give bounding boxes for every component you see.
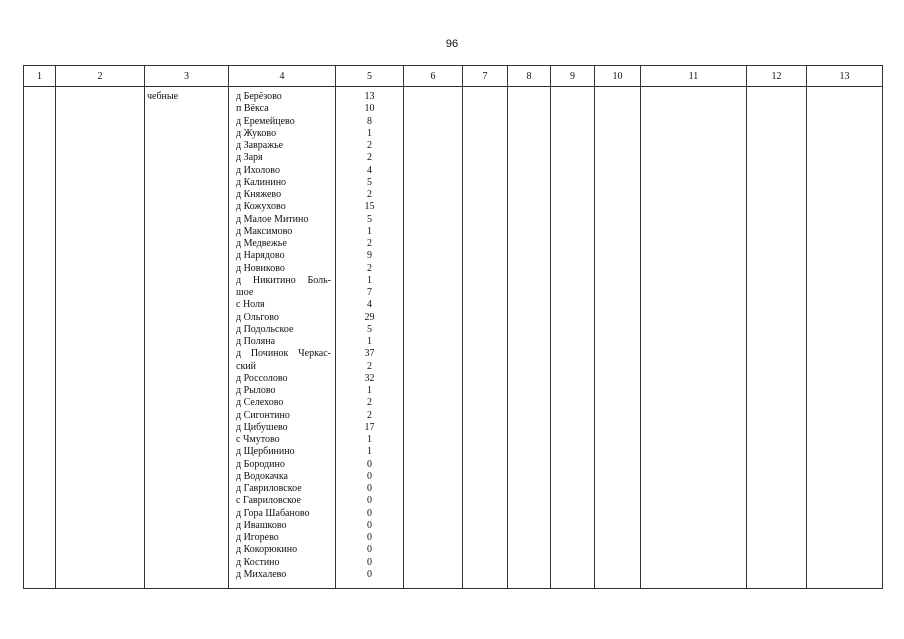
settlement-value: 2	[367, 189, 372, 200]
header-col-7: 7	[463, 66, 508, 87]
cell-col-8	[508, 87, 551, 589]
settlement-name: д Княжево	[236, 189, 282, 200]
cell-col-11	[641, 87, 747, 589]
settlement-value: 0	[367, 483, 372, 494]
cell-col-13	[807, 87, 883, 589]
settlement-value: 1	[367, 225, 372, 237]
cell-col-9	[551, 87, 595, 589]
settlement-value: 1	[367, 336, 372, 347]
settlement-name: д Кокорюкино	[236, 544, 298, 556]
settlement-value: 0	[367, 544, 372, 556]
settlement-name: д Малое Митино	[236, 213, 309, 225]
cell-col-7	[463, 87, 508, 589]
settlement-name: д Ихолово	[236, 164, 280, 176]
settlement-name: д Щербинино	[236, 446, 295, 458]
settlement-name: д Новиково	[236, 262, 285, 274]
values-column	[336, 87, 404, 589]
settlement-value: 0	[367, 458, 372, 470]
settlement-value: 1	[367, 127, 372, 139]
settlement-value: 1	[367, 446, 372, 458]
settlement-value: 7	[367, 287, 372, 298]
settlement-value: 2	[367, 238, 372, 249]
settlement-name: д Ивашково	[236, 519, 287, 531]
header-col-6: 6	[404, 66, 463, 87]
header-col-5: 5	[336, 66, 404, 87]
header-col-3: 3	[145, 66, 229, 87]
data-table	[23, 65, 883, 589]
settlement-name: д Водокачка	[236, 470, 288, 482]
settlement-name: д Гавриловское	[236, 483, 302, 494]
settlement-value: 0	[367, 507, 372, 519]
settlement-value: 32	[364, 372, 375, 384]
settlement-value: 5	[367, 323, 372, 335]
settlement-name: д Цибушево	[236, 421, 288, 433]
settlement-name: д Нарядово	[236, 250, 285, 262]
settlement-value: 0	[367, 568, 372, 580]
settlement-name: д Селехово	[236, 397, 284, 409]
settlement-value: 2	[367, 397, 372, 409]
settlement-name: д Заря	[236, 152, 263, 164]
settlement-value: 1	[367, 385, 372, 396]
header-row	[24, 66, 883, 87]
settlement-name: д Починок Черкас-	[236, 348, 331, 360]
settlement-value: 29	[364, 311, 375, 323]
header-col-11: 11	[641, 66, 747, 87]
header-col-12: 12	[747, 66, 807, 87]
settlement-name: п Вёкса	[236, 103, 269, 115]
settlement-name: с Ноля	[236, 299, 265, 311]
settlement-name: д Подольское	[236, 323, 294, 335]
settlement-value: 1	[367, 274, 372, 286]
settlement-name: д Поляна	[236, 336, 276, 347]
settlement-name: с Гавриловское	[236, 495, 301, 507]
settlement-name: д Никитино Боль-	[236, 274, 331, 286]
settlement-name: д Жуково	[236, 127, 277, 139]
settlement-names-column	[229, 87, 336, 589]
settlement-name: д Рылово	[236, 385, 276, 396]
settlement-value: 2	[367, 140, 372, 151]
col3-text: чебные	[147, 91, 179, 102]
settlement-name: д Кожухово	[236, 201, 286, 213]
settlement-value: 5	[367, 213, 372, 225]
cell-col-3	[145, 87, 229, 589]
settlement-value: 0	[367, 519, 372, 531]
settlement-name: д Михалево	[236, 568, 287, 580]
settlement-value: 37	[364, 348, 375, 360]
settlement-name: д Завражье	[236, 140, 284, 151]
cell-col-1	[24, 87, 56, 589]
header-col-13: 13	[807, 66, 883, 87]
settlement-name: д Калинино	[236, 176, 287, 188]
page-number: 96	[445, 38, 459, 50]
cell-col-6	[404, 87, 463, 589]
header-col-9: 9	[551, 66, 595, 87]
header-col-10: 10	[595, 66, 641, 87]
settlement-name: д Сигонтино	[236, 409, 290, 421]
settlement-name: д Еремейцево	[236, 115, 295, 127]
settlement-name: д Костино	[236, 556, 280, 568]
settlement-name: ский	[236, 360, 256, 372]
settlement-name: д Гора Шабаново	[236, 507, 310, 519]
header-col-2: 2	[56, 66, 145, 87]
header-col-4: 4	[229, 66, 336, 87]
settlement-value: 0	[367, 495, 372, 507]
settlement-name: шое	[236, 287, 254, 298]
settlement-name: д Игорево	[236, 532, 279, 543]
settlement-name: д Ольгово	[236, 311, 279, 323]
settlement-value: 2	[367, 360, 372, 372]
settlement-value: 5	[367, 176, 372, 188]
settlement-value: 4	[367, 299, 372, 311]
cell-col-2	[56, 87, 145, 589]
settlement-value: 0	[367, 532, 372, 543]
settlement-name: д Берёзово	[236, 91, 282, 102]
settlement-value: 10	[364, 103, 375, 115]
header-col-8: 8	[508, 66, 551, 87]
settlement-value: 17	[364, 421, 375, 433]
settlement-value: 1	[367, 434, 372, 445]
settlement-value: 2	[367, 262, 372, 274]
settlement-value: 13	[364, 91, 375, 102]
settlement-value: 2	[367, 409, 372, 421]
settlement-name: д Бородино	[236, 458, 285, 470]
body-row	[24, 87, 883, 589]
settlement-value: 2	[367, 152, 372, 164]
settlement-value: 0	[367, 470, 372, 482]
settlement-name: д Максимово	[236, 225, 293, 237]
settlement-value: 8	[367, 115, 372, 127]
settlement-name: д Россолово	[236, 372, 288, 384]
settlement-value: 15	[364, 201, 375, 213]
settlement-value: 4	[367, 164, 372, 176]
cell-col-12	[747, 87, 807, 589]
header-col-1: 1	[24, 66, 56, 87]
settlement-value: 9	[367, 250, 372, 262]
settlement-name: д Медвежье	[236, 238, 287, 249]
settlement-name: с Чмутово	[236, 434, 280, 445]
settlement-value: 0	[367, 556, 372, 568]
cell-col-10	[595, 87, 641, 589]
